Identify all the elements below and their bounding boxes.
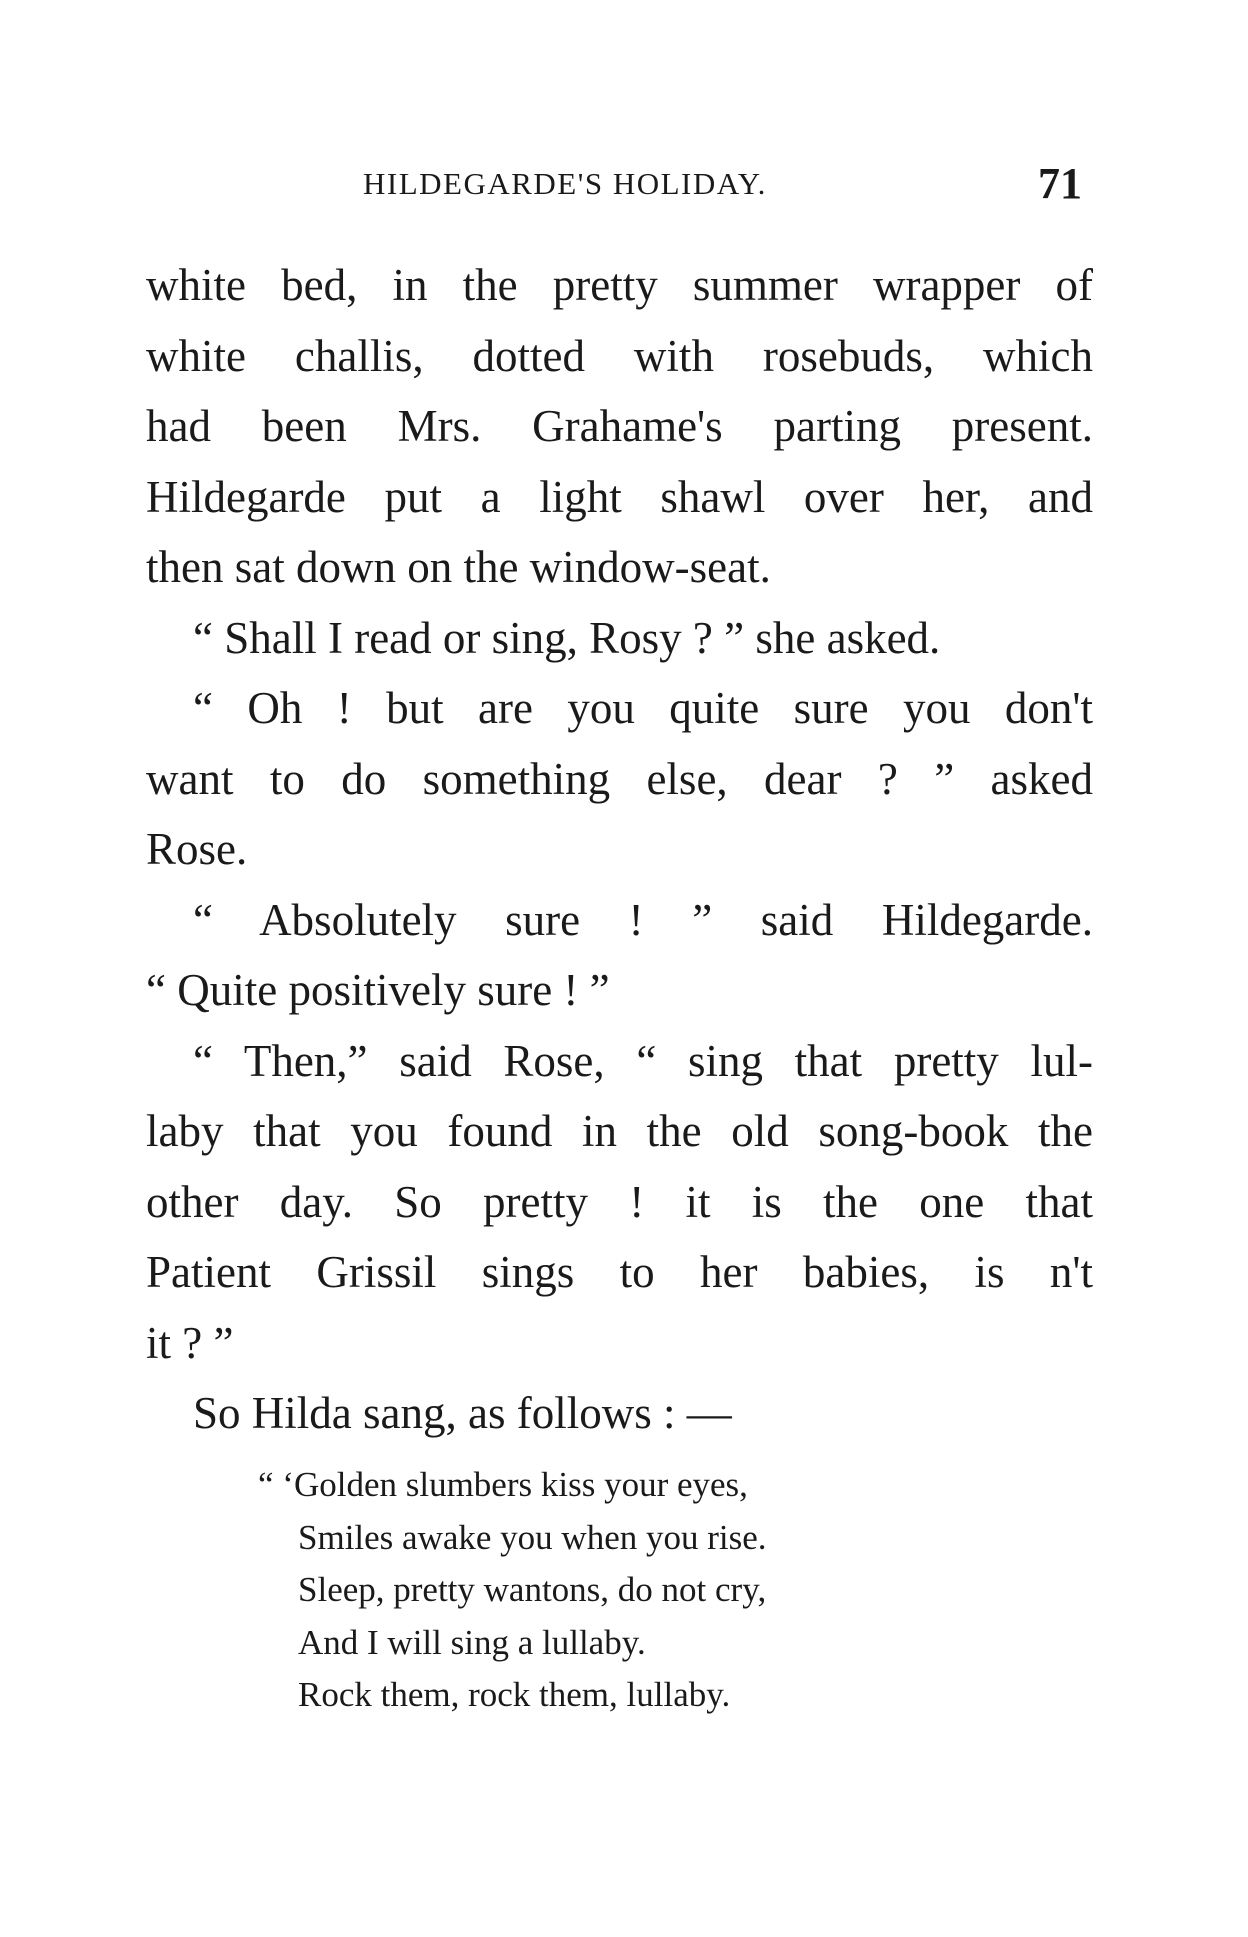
text-line: then sat down on the window-seat. [146,542,771,592]
text-line: had been Mrs. Grahame's parting present. [146,401,1093,451]
text-line: white challis, dotted with rosebuds, which [146,330,1093,381]
running-head [0,158,1248,208]
text-line: white bed, in the pretty summer wrapper of [146,260,1093,310]
text-line: Rose. [146,824,248,874]
text-line: “ Absolutely sure ! ” said Hildegarde. [193,894,1093,945]
text-line: it ? ” [146,1317,234,1368]
text-line: “ Shall I read or sing, Rosy ? ” she asked. [193,612,941,663]
page-number: 71 [1038,159,1082,208]
body-text [146,250,1093,1449]
text-line: So Hilda sang, as follows : — [193,1388,732,1438]
text-line: “ Then,” said Rose, “ sing that pretty lul- [193,1035,1093,1086]
verse-line: Sleep, pretty wantons, do not cry, [298,1570,767,1609]
text-line: Patient Grissil sings to her babies, is n't [146,1247,1093,1297]
verse-line: “ ‘Golden slumbers kiss your eyes, [258,1465,748,1504]
text-line: want to do something else, dear ? ” asked [146,753,1093,804]
text-line: “ Quite positively sure ! ” [146,965,610,1015]
verse-line: And I will sing a lullaby. [298,1622,646,1662]
text-line: Hildegarde put a light shawl over her, and [146,471,1093,522]
running-title: HILDEGARDE'S HOLIDAY. [363,166,767,201]
text-line: “ Oh ! but are you quite sure you don't [193,683,1093,733]
text-line: laby that you found in the old song-book the [146,1106,1093,1156]
text-line: other day. So pretty ! it is the one that [146,1176,1093,1227]
verse-line: Rock them, rock them, lullaby. [298,1675,731,1714]
verse-line: Smiles awake you when you rise. [298,1517,767,1557]
lullaby-verse [258,1459,958,1722]
